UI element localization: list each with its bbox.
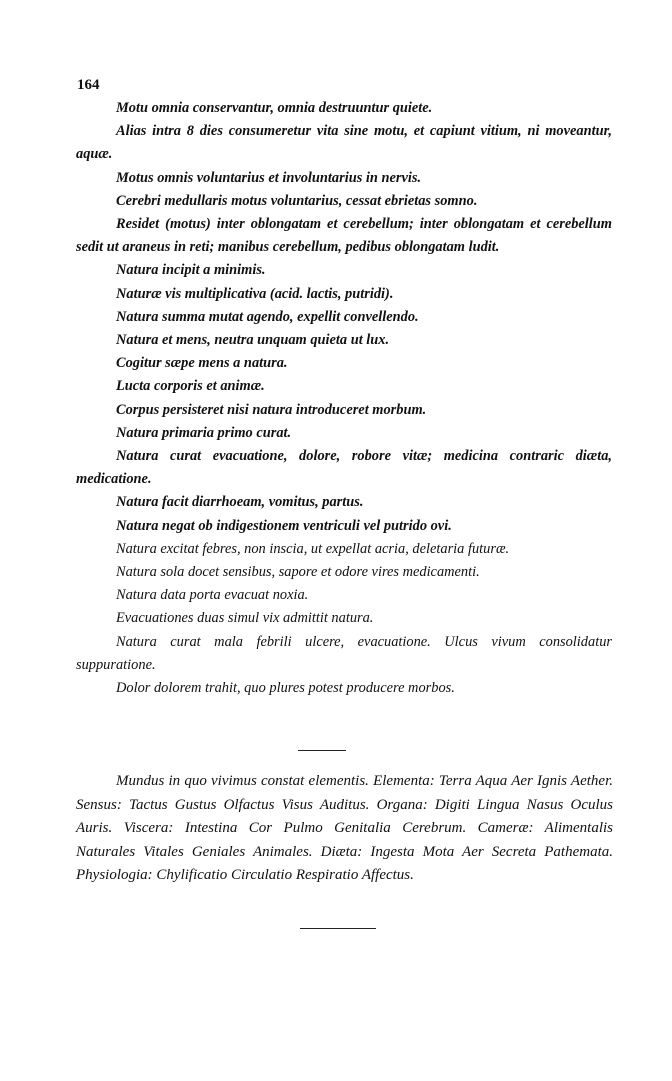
aphorism-line: Cerebri medullaris motus voluntarius, cessat ebrietas somno.: [116, 192, 478, 209]
summary-paragraph: Mundus in quo vivimus constat elementis. Elementa: Terra Aqua Aer Ignis Aether. Sensus: Tactus Gustus Olfactus Visus Auditus. Organa: Digiti Lingua Nasus Oculus Auris. Viscera: Intestina Cor Pulmo Genitalia Cerebrum. Cameræ: Alimentalis Naturales Vitales Geniales Animales. Diæta: Ingesta Mota Aer Secreta Pathemata. Physiologia: Chylificatio Circulatio Respiratio Affectus.: [76, 773, 613, 884]
aphorism-line: Natura curat evacuatione, dolore, robore vitæ; medicina contraric diæta, medicatione.: [76, 448, 612, 488]
aphorism-line: Alias intra 8 dies consumeretur vita sine motu, et capiunt vitium, ni moveantur, aquæ.: [76, 123, 612, 163]
aphorism-line: Motu omnia conservantur, omnia destruuntur quiete.: [116, 100, 433, 116]
aphorism-line: Dolor dolorem trahit, quo plures potest producere morbos.: [116, 680, 455, 697]
aphorism-line: Natura sola docet sensibus, sapore et odore vires medicamenti.: [116, 564, 480, 581]
aphorism-line: Natura primaria primo curat.: [116, 424, 292, 441]
aphorism-line: Natura et mens, neutra unquam quieta ut lux.: [116, 332, 390, 349]
aphorism-line: Naturæ vis multiplicativa (acid. lactis, putridi).: [116, 285, 394, 302]
aphorism-line: Natura summa mutat agendo, expellit convellendo.: [116, 308, 419, 325]
aphorism-list: [76, 97, 612, 700]
aphorism-line: Natura negat ob indigestionem ventriculi vel putrido ovi.: [116, 517, 452, 534]
aphorism-line: Natura curat mala febrili ulcere, evacuatione. Ulcus vivum consolidatur suppuratione.: [76, 633, 612, 673]
aphorism-line: Motus omnis voluntarius et involuntarius in nervis.: [116, 169, 422, 186]
section-divider: [298, 750, 346, 751]
aphorism-line: Natura facit diarrhoeam, vomitus, partus.: [116, 494, 364, 511]
page-number: 164: [77, 77, 100, 93]
aphorism-line: Natura excitat febres, non inscia, ut expellat acria, deletaria futuræ.: [116, 540, 510, 557]
aphorism-line: Residet (motus) inter oblongatam et cerebellum; inter oblongatam et cerebellum sedit ut araneus in reti; manibus cerebellum, pedibus oblongatam ludit.: [76, 216, 612, 256]
aphorism-line: Lucta corporis et animæ.: [116, 378, 265, 395]
aphorism-line: Natura data porta evacuat noxia.: [116, 587, 309, 604]
aphorism-line: Corpus persisteret nisi natura introduceret morbum.: [116, 401, 427, 418]
end-divider: [300, 928, 376, 929]
aphorism-line: Cogitur sæpe mens a natura.: [116, 355, 288, 372]
aphorism-line: Evacuationes duas simul vix admittit natura.: [116, 610, 374, 627]
aphorism-line: Natura incipit a minimis.: [116, 262, 266, 279]
